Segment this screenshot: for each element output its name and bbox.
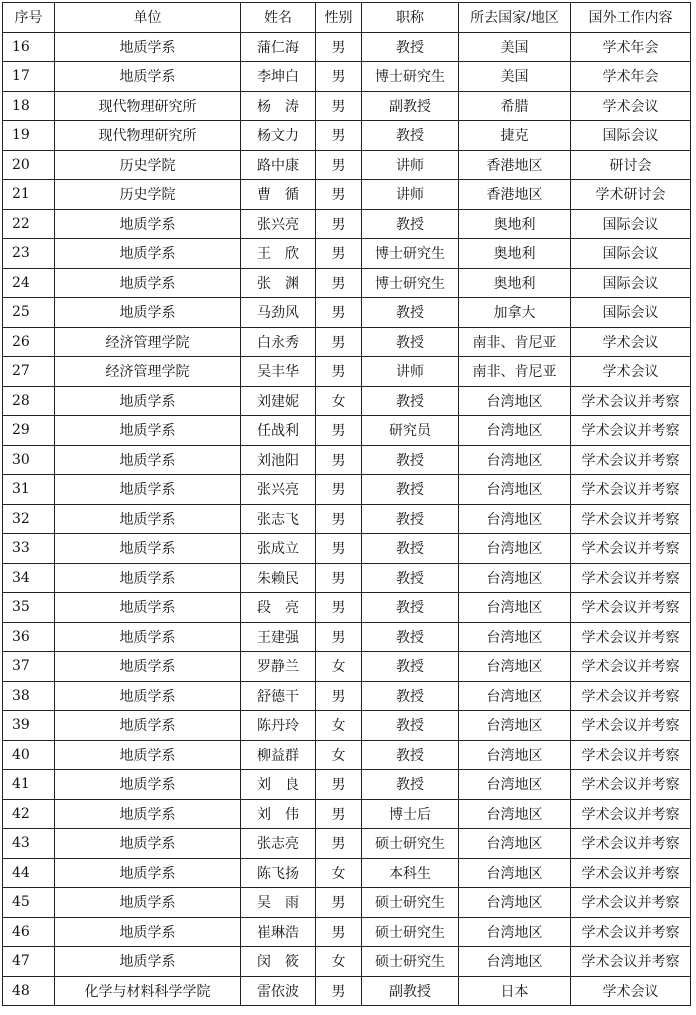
delegation-table (2, 2, 691, 1006)
cell-purpose: 学术会议并考察 (571, 593, 691, 623)
cell-destination: 台湾地区 (459, 947, 571, 977)
cell-name: 罗静兰 (241, 652, 316, 682)
cell-title: 硕士研究生 (362, 917, 459, 947)
cell-name: 任战利 (241, 416, 316, 446)
cell-purpose: 学术会议并考察 (571, 652, 691, 682)
cell-unit: 地质学系 (55, 740, 241, 770)
cell-index: 29 (3, 416, 55, 446)
cell-purpose: 学术会议并考察 (571, 770, 691, 800)
table-row (3, 121, 691, 151)
cell-gender: 男 (316, 357, 362, 387)
cell-unit: 地质学系 (55, 298, 241, 328)
cell-title: 博士研究生 (362, 268, 459, 298)
cell-gender: 男 (316, 32, 362, 62)
cell-gender: 男 (316, 62, 362, 92)
column-header-name: 姓名 (241, 3, 316, 33)
cell-title: 教授 (362, 121, 459, 151)
cell-purpose: 学术会议并考察 (571, 504, 691, 534)
table-row (3, 91, 691, 121)
cell-name: 舒德干 (241, 681, 316, 711)
cell-gender: 男 (316, 327, 362, 357)
cell-destination: 台湾地区 (459, 829, 571, 859)
cell-index: 25 (3, 298, 55, 328)
cell-name: 陈飞扬 (241, 858, 316, 888)
cell-unit: 历史学院 (55, 150, 241, 180)
cell-title: 讲师 (362, 150, 459, 180)
table-row (3, 239, 691, 269)
table-row (3, 504, 691, 534)
table-row (3, 681, 691, 711)
cell-destination: 香港地区 (459, 180, 571, 210)
cell-index: 16 (3, 32, 55, 62)
cell-name: 刘 良 (241, 770, 316, 800)
cell-name: 吴丰华 (241, 357, 316, 387)
cell-title: 教授 (362, 32, 459, 62)
cell-unit: 地质学系 (55, 475, 241, 505)
cell-unit: 地质学系 (55, 917, 241, 947)
table-row (3, 298, 691, 328)
cell-unit: 地质学系 (55, 32, 241, 62)
cell-unit: 经济管理学院 (55, 327, 241, 357)
table-row (3, 180, 691, 210)
cell-name: 刘池阳 (241, 445, 316, 475)
table-row (3, 976, 691, 1006)
cell-unit: 地质学系 (55, 829, 241, 859)
cell-unit: 地质学系 (55, 711, 241, 741)
table-body (3, 32, 691, 1006)
cell-destination: 台湾地区 (459, 711, 571, 741)
table-row (3, 858, 691, 888)
cell-index: 40 (3, 740, 55, 770)
cell-purpose: 学术会议并考察 (571, 858, 691, 888)
cell-name: 路中康 (241, 150, 316, 180)
cell-gender: 男 (316, 504, 362, 534)
cell-index: 32 (3, 504, 55, 534)
cell-name: 段 亮 (241, 593, 316, 623)
cell-purpose: 学术会议 (571, 357, 691, 387)
cell-gender: 男 (316, 770, 362, 800)
table-row (3, 209, 691, 239)
cell-gender: 男 (316, 445, 362, 475)
cell-title: 教授 (362, 475, 459, 505)
cell-destination: 台湾地区 (459, 681, 571, 711)
cell-title: 硕士研究生 (362, 888, 459, 918)
cell-unit: 地质学系 (55, 239, 241, 269)
cell-gender: 男 (316, 976, 362, 1006)
cell-unit: 地质学系 (55, 888, 241, 918)
cell-gender: 男 (316, 593, 362, 623)
table-row (3, 622, 691, 652)
cell-name: 刘建妮 (241, 386, 316, 416)
column-header-index: 序号 (3, 3, 55, 33)
cell-unit: 地质学系 (55, 799, 241, 829)
cell-gender: 男 (316, 209, 362, 239)
cell-unit: 地质学系 (55, 622, 241, 652)
table-row (3, 947, 691, 977)
cell-purpose: 学术会议并考察 (571, 622, 691, 652)
cell-gender: 男 (316, 150, 362, 180)
cell-index: 18 (3, 91, 55, 121)
cell-unit: 地质学系 (55, 947, 241, 977)
cell-index: 45 (3, 888, 55, 918)
cell-purpose: 学术会议并考察 (571, 947, 691, 977)
cell-index: 17 (3, 62, 55, 92)
cell-purpose: 学术会议并考察 (571, 386, 691, 416)
cell-destination: 南非、肯尼亚 (459, 327, 571, 357)
cell-destination: 台湾地区 (459, 563, 571, 593)
table-row (3, 150, 691, 180)
cell-name: 朱赖民 (241, 563, 316, 593)
cell-destination: 台湾地区 (459, 445, 571, 475)
cell-unit: 经济管理学院 (55, 357, 241, 387)
cell-title: 教授 (362, 681, 459, 711)
cell-index: 48 (3, 976, 55, 1006)
cell-index: 22 (3, 209, 55, 239)
cell-name: 杨 涛 (241, 91, 316, 121)
cell-destination: 香港地区 (459, 150, 571, 180)
cell-destination: 美国 (459, 32, 571, 62)
table-row (3, 563, 691, 593)
cell-unit: 地质学系 (55, 681, 241, 711)
cell-purpose: 学术会议 (571, 976, 691, 1006)
cell-unit: 地质学系 (55, 386, 241, 416)
cell-title: 教授 (362, 298, 459, 328)
cell-purpose: 学术会议 (571, 327, 691, 357)
cell-purpose: 学术会议并考察 (571, 829, 691, 859)
table-row (3, 740, 691, 770)
table-row (3, 799, 691, 829)
cell-index: 30 (3, 445, 55, 475)
cell-title: 研究员 (362, 416, 459, 446)
table-row (3, 475, 691, 505)
table-row (3, 770, 691, 800)
cell-title: 教授 (362, 711, 459, 741)
cell-name: 张 渊 (241, 268, 316, 298)
cell-title: 教授 (362, 327, 459, 357)
cell-title: 教授 (362, 209, 459, 239)
table-row (3, 357, 691, 387)
cell-gender: 女 (316, 711, 362, 741)
cell-destination: 台湾地区 (459, 593, 571, 623)
cell-gender: 男 (316, 180, 362, 210)
cell-unit: 化学与材料科学学院 (55, 976, 241, 1006)
cell-unit: 地质学系 (55, 652, 241, 682)
cell-index: 26 (3, 327, 55, 357)
cell-index: 36 (3, 622, 55, 652)
table-row (3, 445, 691, 475)
cell-destination: 台湾地区 (459, 740, 571, 770)
cell-gender: 女 (316, 740, 362, 770)
cell-unit: 地质学系 (55, 504, 241, 534)
cell-index: 34 (3, 563, 55, 593)
cell-index: 31 (3, 475, 55, 505)
cell-title: 硕士研究生 (362, 947, 459, 977)
cell-unit: 地质学系 (55, 563, 241, 593)
cell-gender: 男 (316, 829, 362, 859)
cell-title: 教授 (362, 445, 459, 475)
cell-title: 博士后 (362, 799, 459, 829)
cell-title: 教授 (362, 622, 459, 652)
cell-destination: 捷克 (459, 121, 571, 151)
table-row (3, 917, 691, 947)
cell-unit: 地质学系 (55, 858, 241, 888)
cell-name: 马劲风 (241, 298, 316, 328)
cell-name: 张成立 (241, 534, 316, 564)
cell-gender: 男 (316, 563, 362, 593)
cell-index: 33 (3, 534, 55, 564)
cell-unit: 现代物理研究所 (55, 91, 241, 121)
cell-unit: 地质学系 (55, 268, 241, 298)
table-row (3, 534, 691, 564)
cell-gender: 男 (316, 681, 362, 711)
cell-destination: 台湾地区 (459, 770, 571, 800)
cell-purpose: 学术会议并考察 (571, 475, 691, 505)
cell-title: 教授 (362, 652, 459, 682)
cell-name: 曹 循 (241, 180, 316, 210)
cell-purpose: 学术会议并考察 (571, 681, 691, 711)
cell-unit: 地质学系 (55, 770, 241, 800)
cell-purpose: 学术会议并考察 (571, 799, 691, 829)
cell-index: 41 (3, 770, 55, 800)
cell-destination: 台湾地区 (459, 622, 571, 652)
cell-gender: 男 (316, 298, 362, 328)
cell-name: 吴 雨 (241, 888, 316, 918)
table-row (3, 593, 691, 623)
cell-index: 20 (3, 150, 55, 180)
cell-unit: 地质学系 (55, 62, 241, 92)
cell-purpose: 学术会议并考察 (571, 563, 691, 593)
cell-gender: 男 (316, 475, 362, 505)
cell-index: 38 (3, 681, 55, 711)
cell-purpose: 学术会议并考察 (571, 416, 691, 446)
cell-destination: 台湾地区 (459, 799, 571, 829)
cell-gender: 女 (316, 652, 362, 682)
cell-name: 张兴亮 (241, 209, 316, 239)
column-header-gender: 性别 (316, 3, 362, 33)
cell-title: 教授 (362, 770, 459, 800)
table-header-row (3, 3, 691, 33)
cell-title: 教授 (362, 740, 459, 770)
cell-unit: 历史学院 (55, 180, 241, 210)
cell-purpose: 国际会议 (571, 121, 691, 151)
cell-index: 27 (3, 357, 55, 387)
cell-index: 46 (3, 917, 55, 947)
cell-name: 雷依波 (241, 976, 316, 1006)
cell-purpose: 学术年会 (571, 62, 691, 92)
cell-purpose: 学术会议并考察 (571, 534, 691, 564)
cell-title: 博士研究生 (362, 62, 459, 92)
cell-destination: 美国 (459, 62, 571, 92)
cell-purpose: 学术会议并考察 (571, 445, 691, 475)
cell-title: 讲师 (362, 357, 459, 387)
table-row (3, 888, 691, 918)
cell-name: 闵 筱 (241, 947, 316, 977)
cell-purpose: 学术会议并考察 (571, 740, 691, 770)
table-row (3, 62, 691, 92)
cell-index: 28 (3, 386, 55, 416)
cell-gender: 男 (316, 91, 362, 121)
cell-destination: 台湾地区 (459, 504, 571, 534)
cell-purpose: 国际会议 (571, 239, 691, 269)
cell-purpose: 国际会议 (571, 209, 691, 239)
cell-destination: 希腊 (459, 91, 571, 121)
cell-purpose: 学术会议并考察 (571, 917, 691, 947)
cell-purpose: 学术年会 (571, 32, 691, 62)
cell-gender: 女 (316, 858, 362, 888)
table-row (3, 711, 691, 741)
cell-name: 王 欣 (241, 239, 316, 269)
cell-title: 本科生 (362, 858, 459, 888)
cell-index: 35 (3, 593, 55, 623)
cell-name: 蒲仁海 (241, 32, 316, 62)
cell-name: 杨文力 (241, 121, 316, 151)
cell-index: 37 (3, 652, 55, 682)
table-row (3, 652, 691, 682)
table-row (3, 416, 691, 446)
cell-destination: 日本 (459, 976, 571, 1006)
cell-title: 讲师 (362, 180, 459, 210)
cell-name: 崔琳浩 (241, 917, 316, 947)
cell-index: 42 (3, 799, 55, 829)
cell-destination: 奥地利 (459, 209, 571, 239)
table-row (3, 829, 691, 859)
column-header-title: 职称 (362, 3, 459, 33)
cell-name: 柳益群 (241, 740, 316, 770)
cell-unit: 地质学系 (55, 445, 241, 475)
cell-name: 张志亮 (241, 829, 316, 859)
table-row (3, 32, 691, 62)
cell-index: 19 (3, 121, 55, 151)
cell-title: 硕士研究生 (362, 829, 459, 859)
table-row (3, 327, 691, 357)
cell-unit: 地质学系 (55, 416, 241, 446)
cell-gender: 男 (316, 534, 362, 564)
cell-gender: 女 (316, 386, 362, 416)
cell-index: 21 (3, 180, 55, 210)
cell-index: 24 (3, 268, 55, 298)
cell-destination: 台湾地区 (459, 416, 571, 446)
cell-unit: 地质学系 (55, 209, 241, 239)
table-row (3, 386, 691, 416)
cell-destination: 台湾地区 (459, 888, 571, 918)
cell-name: 张志飞 (241, 504, 316, 534)
cell-gender: 男 (316, 799, 362, 829)
cell-title: 副教授 (362, 976, 459, 1006)
cell-index: 47 (3, 947, 55, 977)
cell-gender: 男 (316, 239, 362, 269)
cell-destination: 加拿大 (459, 298, 571, 328)
cell-title: 教授 (362, 386, 459, 416)
cell-purpose: 研讨会 (571, 150, 691, 180)
cell-title: 博士研究生 (362, 239, 459, 269)
cell-name: 李坤白 (241, 62, 316, 92)
column-header-purpose: 国外工作内容 (571, 3, 691, 33)
column-header-destination: 所去国家/地区 (459, 3, 571, 33)
cell-gender: 男 (316, 917, 362, 947)
cell-destination: 南非、肯尼亚 (459, 357, 571, 387)
cell-title: 教授 (362, 593, 459, 623)
cell-purpose: 学术研讨会 (571, 180, 691, 210)
cell-unit: 地质学系 (55, 534, 241, 564)
cell-index: 23 (3, 239, 55, 269)
cell-purpose: 学术会议 (571, 91, 691, 121)
cell-name: 陈丹玲 (241, 711, 316, 741)
cell-unit: 地质学系 (55, 593, 241, 623)
column-header-unit: 单位 (55, 3, 241, 33)
cell-index: 39 (3, 711, 55, 741)
cell-destination: 奥地利 (459, 239, 571, 269)
cell-purpose: 学术会议并考察 (571, 888, 691, 918)
cell-title: 副教授 (362, 91, 459, 121)
cell-gender: 男 (316, 888, 362, 918)
cell-index: 44 (3, 858, 55, 888)
cell-index: 43 (3, 829, 55, 859)
cell-purpose: 国际会议 (571, 298, 691, 328)
cell-destination: 台湾地区 (459, 917, 571, 947)
cell-unit: 现代物理研究所 (55, 121, 241, 151)
cell-gender: 男 (316, 416, 362, 446)
cell-gender: 男 (316, 622, 362, 652)
cell-purpose: 学术会议并考察 (571, 711, 691, 741)
cell-name: 刘 伟 (241, 799, 316, 829)
cell-name: 张兴亮 (241, 475, 316, 505)
cell-destination: 台湾地区 (459, 858, 571, 888)
cell-destination: 台湾地区 (459, 652, 571, 682)
table-row (3, 268, 691, 298)
cell-gender: 男 (316, 268, 362, 298)
cell-destination: 台湾地区 (459, 386, 571, 416)
cell-purpose: 国际会议 (571, 268, 691, 298)
cell-title: 教授 (362, 504, 459, 534)
cell-name: 白永秀 (241, 327, 316, 357)
cell-title: 教授 (362, 534, 459, 564)
cell-destination: 台湾地区 (459, 534, 571, 564)
cell-destination: 奥地利 (459, 268, 571, 298)
cell-gender: 女 (316, 947, 362, 977)
cell-destination: 台湾地区 (459, 475, 571, 505)
cell-name: 王建强 (241, 622, 316, 652)
cell-gender: 男 (316, 121, 362, 151)
cell-title: 教授 (362, 563, 459, 593)
